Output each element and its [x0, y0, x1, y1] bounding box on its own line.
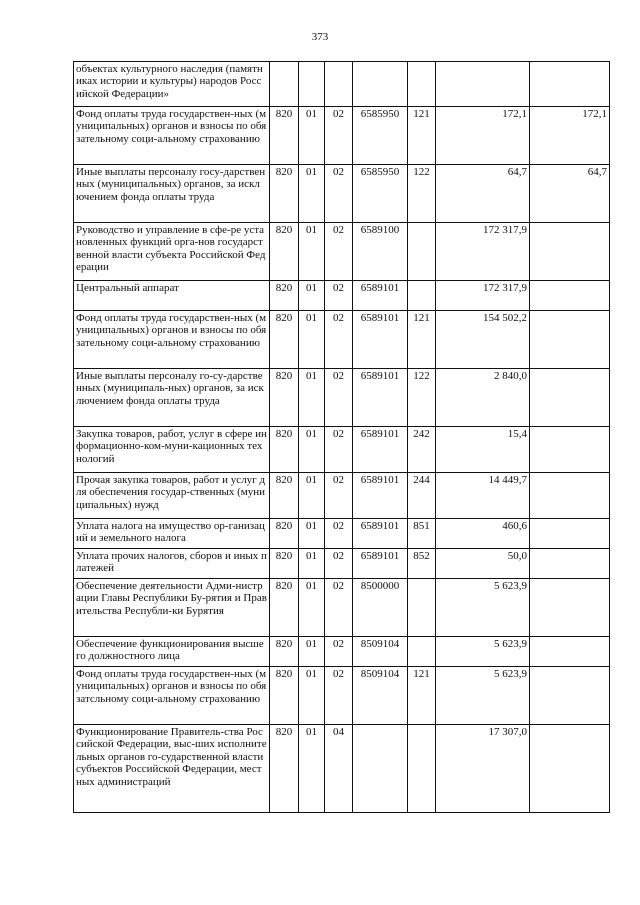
cell-sum2 — [530, 62, 610, 107]
cell-sum1: 50,0 — [436, 549, 530, 579]
table-row — [74, 427, 610, 473]
cell-sum2: 64,7 — [530, 165, 610, 223]
cell-sum2 — [530, 427, 610, 473]
cell-rz: 01 — [299, 579, 325, 637]
table-row — [74, 637, 610, 667]
cell-name: объектах культурного наследия (памятниках истории и культуры) народов Российской Федерации» — [74, 62, 270, 107]
cell-sum2 — [530, 725, 610, 813]
table-row — [74, 223, 610, 281]
cell-rz: 01 — [299, 667, 325, 725]
cell-csr: 6589101 — [353, 311, 408, 369]
cell-ved: 820 — [270, 369, 299, 427]
cell-sum1: 172 317,9 — [436, 223, 530, 281]
table-row — [74, 281, 610, 311]
cell-ved: 820 — [270, 725, 299, 813]
cell-ved: 820 — [270, 165, 299, 223]
cell-pr: 02 — [325, 369, 353, 427]
cell-name: Прочая закупка товаров, работ и услуг для обеспечения государ-ственных (муниципальных) нужд — [74, 473, 270, 519]
table-body — [74, 62, 610, 813]
cell-ved: 820 — [270, 281, 299, 311]
cell-sum2 — [530, 549, 610, 579]
cell-ved: 820 — [270, 473, 299, 519]
cell-csr: 6589101 — [353, 473, 408, 519]
cell-vr: 242 — [408, 427, 436, 473]
cell-pr: 02 — [325, 165, 353, 223]
cell-sum1: 14 449,7 — [436, 473, 530, 519]
cell-csr: 6589101 — [353, 427, 408, 473]
cell-sum1 — [436, 62, 530, 107]
cell-rz: 01 — [299, 427, 325, 473]
cell-csr: 6589101 — [353, 519, 408, 549]
cell-vr: 244 — [408, 473, 436, 519]
cell-name: Иные выплаты персоналу го-су-дарственных (муниципаль-ных) органов, за исключением фонда оплаты труда — [74, 369, 270, 427]
cell-vr — [408, 579, 436, 637]
cell-vr: 121 — [408, 311, 436, 369]
table-row — [74, 311, 610, 369]
cell-name: Обеспечение функционирования высшего должностного лица — [74, 637, 270, 667]
cell-pr: 02 — [325, 667, 353, 725]
cell-sum1: 172,1 — [436, 107, 530, 165]
cell-sum2 — [530, 637, 610, 667]
cell-name: Уплата налога на имущество ор-ганизаций и земельного налога — [74, 519, 270, 549]
cell-rz: 01 — [299, 725, 325, 813]
cell-rz: 01 — [299, 281, 325, 311]
cell-name: Центральный аппарат — [74, 281, 270, 311]
cell-sum2 — [530, 579, 610, 637]
table-row — [74, 473, 610, 519]
cell-pr: 02 — [325, 223, 353, 281]
cell-vr: 121 — [408, 107, 436, 165]
budget-table — [73, 61, 610, 813]
cell-sum2 — [530, 281, 610, 311]
table-row — [74, 579, 610, 637]
cell-csr: 6589100 — [353, 223, 408, 281]
cell-rz: 01 — [299, 519, 325, 549]
cell-pr: 02 — [325, 473, 353, 519]
cell-sum1: 5 623,9 — [436, 579, 530, 637]
cell-rz: 01 — [299, 549, 325, 579]
cell-rz: 01 — [299, 223, 325, 281]
cell-pr: 02 — [325, 549, 353, 579]
cell-vr — [408, 725, 436, 813]
cell-sum2 — [530, 311, 610, 369]
cell-ved: 820 — [270, 579, 299, 637]
cell-rz: 01 — [299, 165, 325, 223]
cell-ved: 820 — [270, 223, 299, 281]
cell-ved: 820 — [270, 311, 299, 369]
cell-pr: 02 — [325, 281, 353, 311]
table-row — [74, 369, 610, 427]
cell-name: Фонд оплаты труда государствен-ных (муниципальных) органов и взносы по обязательному соци-альному страхованию — [74, 107, 270, 165]
cell-csr: 6589101 — [353, 549, 408, 579]
cell-vr: 122 — [408, 369, 436, 427]
cell-name: Обеспечение деятельности Адми-нистрации Главы Республики Бу-рятия и Правительства Республи-ки Бурятия — [74, 579, 270, 637]
cell-csr: 6589101 — [353, 281, 408, 311]
cell-sum1: 172 317,9 — [436, 281, 530, 311]
cell-vr — [408, 223, 436, 281]
cell-ved: 820 — [270, 519, 299, 549]
cell-sum2 — [530, 473, 610, 519]
cell-pr: 02 — [325, 637, 353, 667]
cell-csr: 8500000 — [353, 579, 408, 637]
cell-csr — [353, 725, 408, 813]
cell-vr — [408, 281, 436, 311]
cell-name: Иные выплаты персоналу госу-дарственных (муниципальных) органов, за исключением фонда оплаты труда — [74, 165, 270, 223]
cell-pr: 04 — [325, 725, 353, 813]
cell-rz: 01 — [299, 311, 325, 369]
cell-name: Руководство и управление в сфе-ре установленных функций орга-нов государственной власти субъекта Российской Федерации — [74, 223, 270, 281]
cell-pr: 02 — [325, 107, 353, 165]
page-number: 373 — [311, 31, 329, 43]
cell-pr: 02 — [325, 311, 353, 369]
cell-vr: 852 — [408, 549, 436, 579]
cell-name: Фонд оплаты труда государствен-ных (муниципальных) органов и взносы по обязатсльному соци-альному страхованию — [74, 667, 270, 725]
cell-rz: 01 — [299, 369, 325, 427]
cell-name: Функционирование Правитель-ства Российской Федерации, выс-ших исполнительных органов го-сударственной власти субъектов Российской Федерации, местных администраций — [74, 725, 270, 813]
cell-vr — [408, 62, 436, 107]
cell-ved — [270, 62, 299, 107]
table-row — [74, 107, 610, 165]
cell-pr: 02 — [325, 427, 353, 473]
cell-vr — [408, 637, 436, 667]
cell-rz: 01 — [299, 473, 325, 519]
table-row — [74, 725, 610, 813]
cell-sum1: 64,7 — [436, 165, 530, 223]
cell-ved: 820 — [270, 427, 299, 473]
cell-sum2 — [530, 667, 610, 725]
cell-name: Закупка товаров, работ, услуг в сфере информационно-ком-муни-кационных технологий — [74, 427, 270, 473]
cell-csr: 8509104 — [353, 637, 408, 667]
cell-vr: 122 — [408, 165, 436, 223]
cell-rz: 01 — [299, 637, 325, 667]
cell-sum1: 15,4 — [436, 427, 530, 473]
cell-csr: 6589101 — [353, 369, 408, 427]
cell-pr: 02 — [325, 519, 353, 549]
cell-csr: 8509104 — [353, 667, 408, 725]
cell-sum1: 2 840,0 — [436, 369, 530, 427]
cell-ved: 820 — [270, 107, 299, 165]
cell-sum2 — [530, 369, 610, 427]
cell-sum1: 5 623,9 — [436, 637, 530, 667]
table-row — [74, 549, 610, 579]
table-row — [74, 667, 610, 725]
cell-pr — [325, 62, 353, 107]
cell-ved: 820 — [270, 549, 299, 579]
cell-sum2: 172,1 — [530, 107, 610, 165]
cell-name: Фонд оплаты труда государствен-ных (муниципальных) органов и взносы по обязательному соци-альному страхованию — [74, 311, 270, 369]
cell-sum1: 154 502,2 — [436, 311, 530, 369]
table-row — [74, 165, 610, 223]
cell-sum1: 460,6 — [436, 519, 530, 549]
cell-sum1: 17 307,0 — [436, 725, 530, 813]
cell-ved: 820 — [270, 637, 299, 667]
cell-sum2 — [530, 223, 610, 281]
cell-rz — [299, 62, 325, 107]
cell-csr — [353, 62, 408, 107]
cell-vr: 851 — [408, 519, 436, 549]
cell-pr: 02 — [325, 579, 353, 637]
cell-name: Уплата прочих налогов, сборов и иных платежей — [74, 549, 270, 579]
cell-sum1: 5 623,9 — [436, 667, 530, 725]
cell-rz: 01 — [299, 107, 325, 165]
table-row — [74, 519, 610, 549]
table-row — [74, 62, 610, 107]
cell-csr: 6585950 — [353, 165, 408, 223]
cell-vr: 121 — [408, 667, 436, 725]
cell-sum2 — [530, 519, 610, 549]
cell-ved: 820 — [270, 667, 299, 725]
cell-csr: 6585950 — [353, 107, 408, 165]
